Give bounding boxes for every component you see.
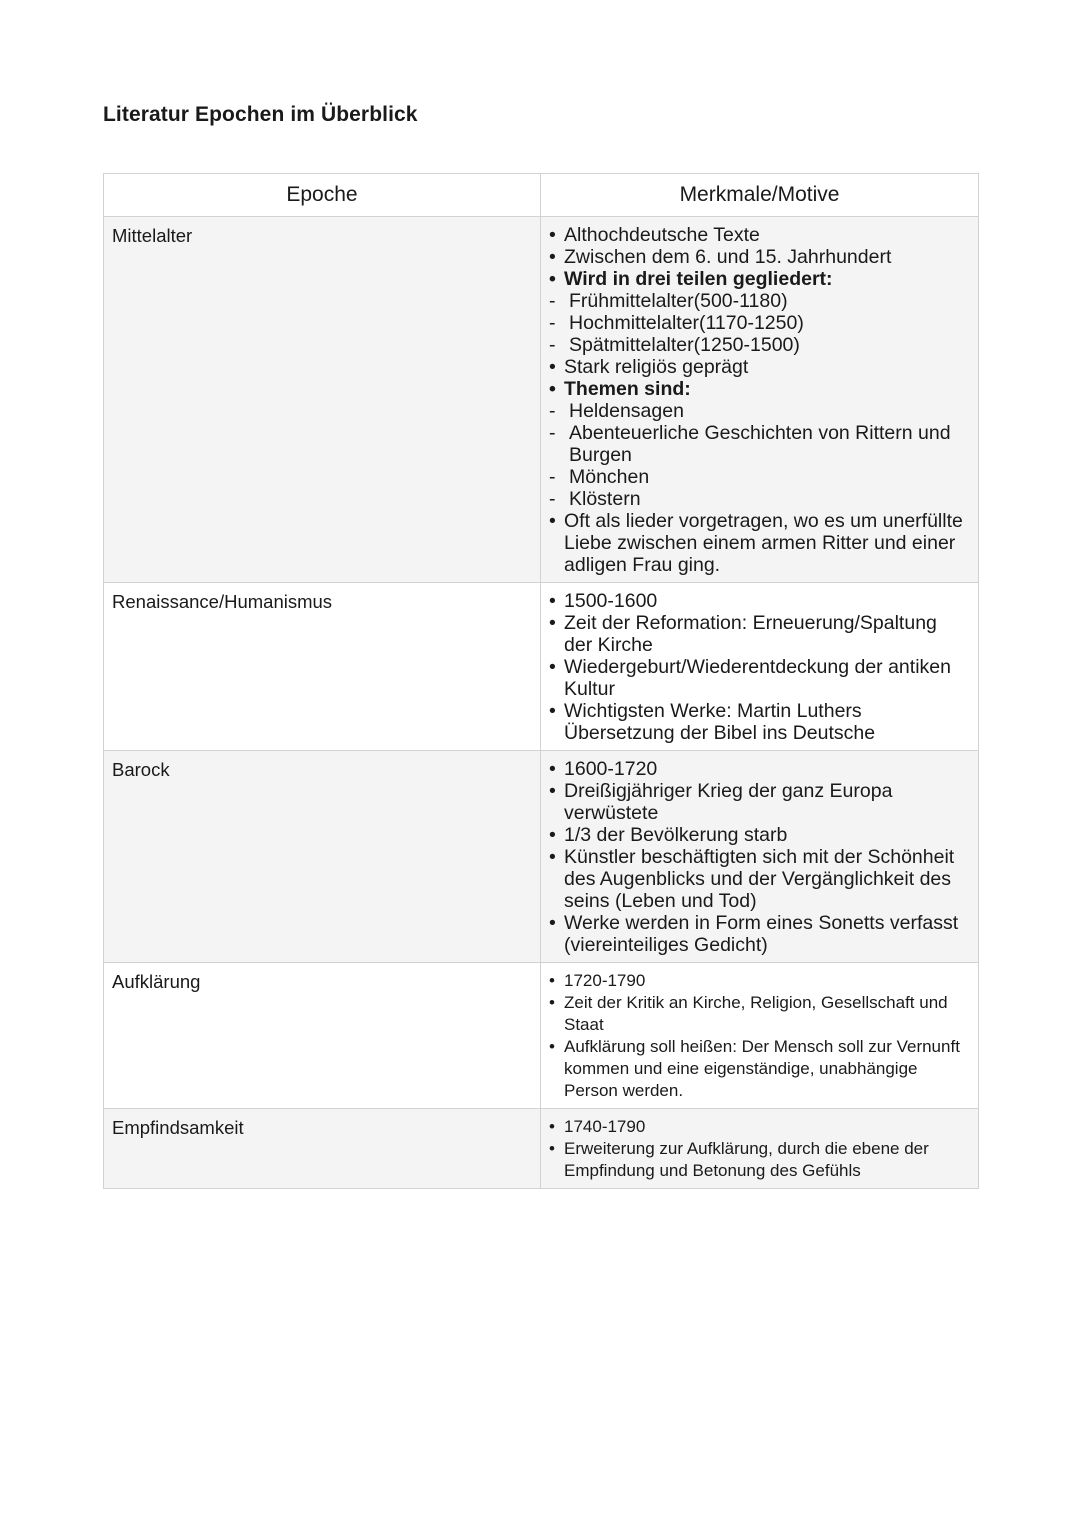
list-item-text: Heldensagen [569,400,684,422]
list-item [547,780,970,824]
bullet-marker: • [549,656,556,678]
epoch-name: Empfindsamkeit [112,1117,244,1138]
epoch-name: Barock [112,759,170,780]
epoch-name-cell [104,217,541,583]
list-item-text: Themen sind: [564,378,691,400]
table-row [104,583,979,751]
bullet-marker: • [549,993,555,1012]
list-item-text: Stark religiös geprägt [564,356,749,378]
dash-marker: - [549,422,556,444]
bullet-marker: • [549,224,556,246]
list-item [547,268,970,290]
list-item-text: 1600-1720 [564,758,658,780]
bullet-marker: • [549,612,556,634]
column-header-epoche: Epoche [104,174,541,217]
bullet-marker: • [549,846,556,868]
list-item-text: 1740-1790 [564,1117,646,1136]
list-item [547,290,970,312]
list-item [547,656,970,700]
epoch-name-cell [104,1109,541,1189]
list-item [547,824,970,846]
table-row [104,1109,979,1189]
epoch-name-cell [104,751,541,963]
bullet-marker: • [549,356,556,378]
table-row [104,217,979,583]
list-item-text: Wichtigsten Werke: Martin Luthers Übersetzung der Bibel ins Deutsche [564,700,876,744]
list-item [547,378,970,400]
features-cell [541,217,979,583]
list-item [547,612,970,656]
list-item-text: 1720-1790 [564,971,646,990]
epoch-name: Mittelalter [112,225,193,246]
list-item [547,488,970,510]
features-cell [541,751,979,963]
bullet-marker: • [549,1117,555,1136]
epoch-name-cell [104,583,541,751]
bullet-marker: • [549,1037,555,1056]
list-item-text: Aufklärung soll heißen: Der Mensch soll zur Vernunft kommen und eine eigenständige, unabhängige Person werden. [564,1037,960,1100]
list-item-text: Klöstern [569,488,641,510]
feature-list [547,970,970,1102]
dash-marker: - [549,488,556,510]
epochs-table [103,173,979,1189]
list-item [547,1116,970,1138]
list-item [547,700,970,744]
list-item [547,246,970,268]
list-item [547,334,970,356]
list-item [547,912,970,956]
bullet-marker: • [549,510,556,532]
list-item-text: Zeit der Reformation: Erneuerung/Spaltung der Kirche [564,612,937,656]
epoch-name-cell [104,963,541,1109]
list-item-text: 1500-1600 [564,590,658,612]
list-item [547,466,970,488]
list-item [547,590,970,612]
bullet-marker: • [549,700,556,722]
list-item [547,510,970,576]
list-item [547,970,970,992]
dash-marker: - [549,312,556,334]
bullet-marker: • [549,758,556,780]
page-title: Literatur Epochen im Überblick [103,103,418,126]
list-item [547,846,970,912]
dash-marker: - [549,466,556,488]
table-row [104,963,979,1109]
dash-marker: - [549,290,556,312]
list-item-text: Werke werden in Form eines Sonetts verfasst (viereinteiliges Gedicht) [564,912,959,956]
list-item-text: Althochdeutsche Texte [564,224,760,246]
feature-list [547,224,970,576]
epoch-name: Renaissance/Humanismus [112,591,333,612]
dash-marker: - [549,334,556,356]
list-item [547,422,970,466]
bullet-marker: • [549,246,556,268]
feature-list [547,758,970,956]
features-cell [541,963,979,1109]
list-item [547,356,970,378]
list-item-text: Wiedergeburt/Wiederentdeckung der antiken Kultur [564,656,951,700]
list-item [547,992,970,1036]
bullet-marker: • [549,912,556,934]
list-item-text: Dreißigjähriger Krieg der ganz Europa verwüstete [564,780,893,824]
bullet-marker: • [549,268,556,290]
list-item-text: Spätmittelalter(1250-1500) [569,334,800,356]
list-item-text: Oft als lieder vorgetragen, wo es um unerfüllte Liebe zwischen einem armen Ritter und einer adligen Frau ging. [564,510,963,576]
table-header-row [104,174,979,217]
list-item-text: Wird in drei teilen gegliedert: [564,268,833,290]
list-item-text: Abenteuerliche Geschichten von Rittern und Burgen [569,422,951,466]
table-row [104,751,979,963]
bullet-marker: • [549,780,556,802]
list-item-text: Künstler beschäftigten sich mit der Schönheit des Augenblicks und der Vergänglichkeit des seins (Leben und Tod) [564,846,955,912]
list-item-text: Mönchen [569,466,650,488]
list-item-text: Hochmittelalter(1170-1250) [569,312,804,334]
bullet-marker: • [549,378,556,400]
list-item-text: Zwischen dem 6. und 15. Jahrhundert [564,246,892,268]
list-item [547,312,970,334]
list-item-text: Erweiterung zur Aufklärung, durch die ebene der Empfindung und Betonung des Gefühls [564,1139,929,1180]
epoch-name: Aufklärung [112,971,201,992]
dash-marker: - [549,400,556,422]
list-item [547,224,970,246]
features-cell [541,1109,979,1189]
bullet-marker: • [549,1139,555,1158]
list-item [547,1036,970,1102]
column-header-merkmale: Merkmale/Motive [541,174,979,217]
bullet-marker: • [549,590,556,612]
list-item-text: 1/3 der Bevölkerung starb [564,824,788,846]
list-item [547,1138,970,1182]
list-item [547,758,970,780]
feature-list [547,590,970,744]
list-item-text: Frühmittelalter(500-1180) [569,290,788,312]
table-body [104,217,979,1189]
feature-list [547,1116,970,1182]
list-item [547,400,970,422]
bullet-marker: • [549,971,555,990]
list-item-text: Zeit der Kritik an Kirche, Religion, Gesellschaft und Staat [564,993,948,1034]
features-cell [541,583,979,751]
bullet-marker: • [549,824,556,846]
